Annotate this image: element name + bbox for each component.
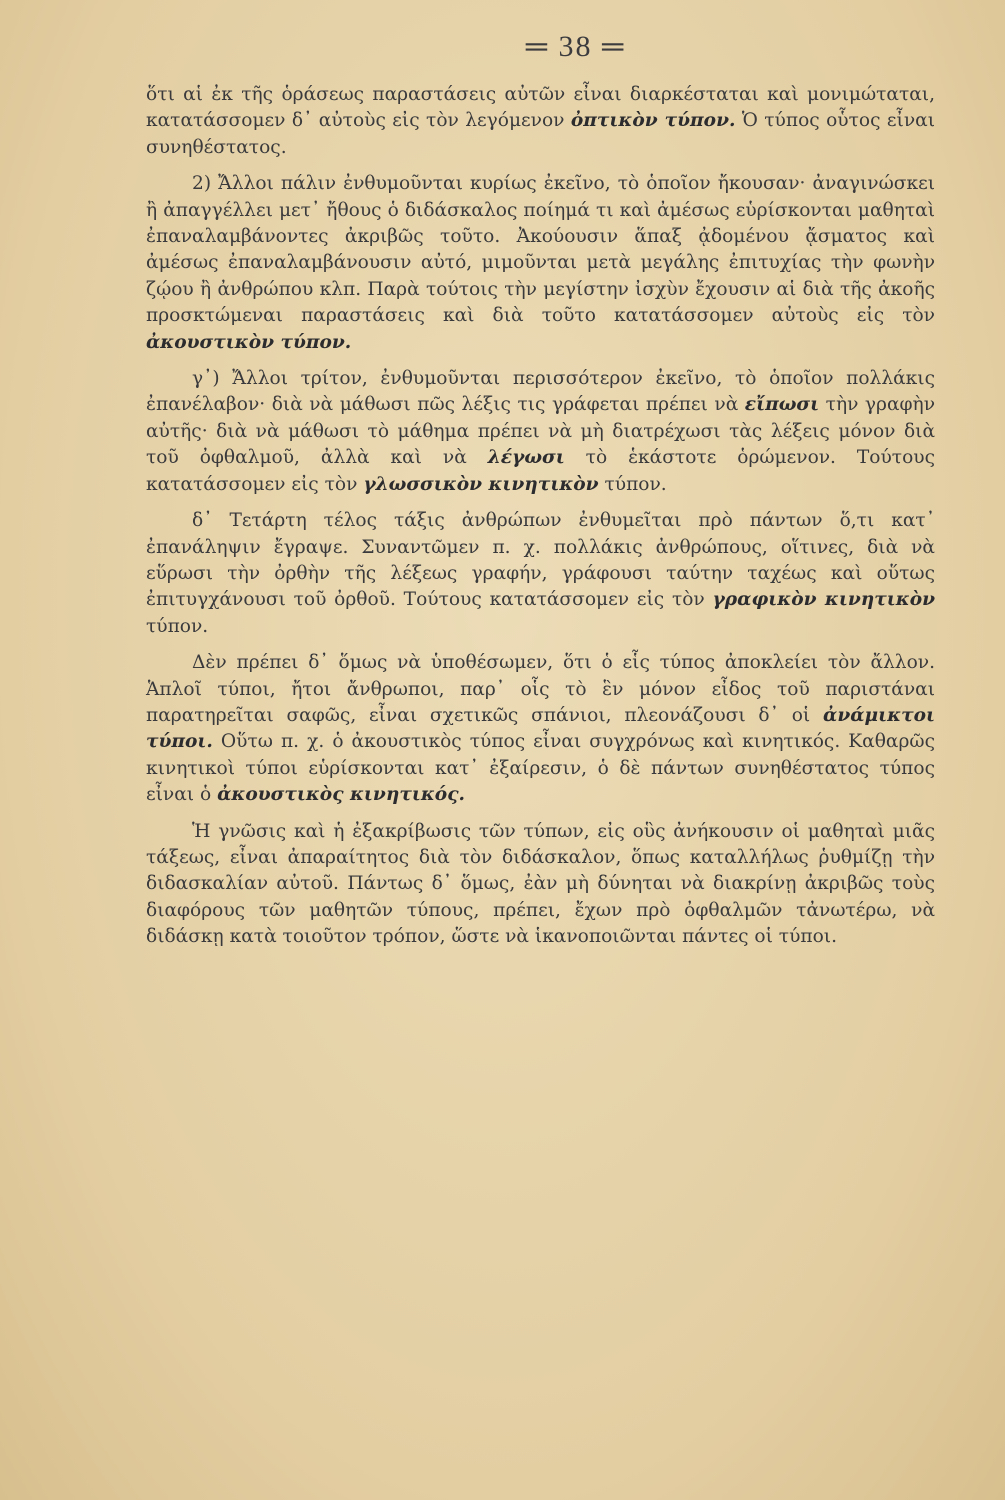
- emphasis-term: γλωσσικὸν κινητικὸν: [363, 473, 599, 495]
- text-run: τὸ ἑκάστοτε ὁρώμενον. Τούτους κατατάσσομεν εἰς τὸν: [146, 447, 936, 495]
- text-run: Οὕτω π. χ. ὁ ἀκουστικὸς τύπος εἶναι συγχρόνως καὶ κινητικός. Καθαρῶς κινητικοὶ τύποι εὑρίσκονται κατ᾽ ἐξαίρεσιν, ὁ δὲ πάντων συνηθέστατος τύπος εἶναι ὁ: [146, 731, 935, 806]
- page-number: ═ 38 ═: [525, 30, 626, 63]
- text-run: τύπον.: [146, 615, 209, 637]
- text-run: δ᾽ Τετάρτη τέλος τάξις ἀνθρώπων ἐνθυμεῖται πρὸ πάντων ὅ,τι κατ᾽ ἐπανάληψιν ἔγραψε. Συναντῶμεν π. χ. πολλάκις ἀνθρώπους, οἵτινες, διὰ νὰ εὕρωσι τὴν ὀρθὴν τῆς λέξεως γραφήν, γράφουσι ταύτην ταχέως καὶ οὕτως ἐπιτυγχάνουσι τοῦ ὀρθοῦ. Τούτους κατατάσσομεν εἰς τὸν: [146, 510, 935, 611]
- text-run: 2) Ἄλλοι πάλιν ἐνθυμοῦνται κυρίως ἐκεῖνο, τὸ ὁποῖον ἤκουσαν· ἀναγινώσκει ἢ ἀπαγγέλλει μετ᾽ ἤθους ὁ διδάσκαλος ποίημά τι καὶ ἀμέσως εὑρίσκονται μαθηταὶ ἐπαναλαμβάνοντες ἀκριβῶς τοῦτο. Ἀκούουσιν ἅπαξ ᾀδομένου ᾄσματος καὶ ἀμέσως ἐπαναλαμβάνουσιν αὐτό, μιμοῦνται μετὰ μεγάλης ἐπιτυχίας τὴν φωνὴν ζῴου ἢ ἀνθρώπου κλπ. Παρὰ τούτοις τὴν μεγίστην ἰσχὺν ἔχουσιν αἱ διὰ τῆς ἀκοῆς προσκτώμεναι παραστάσεις καὶ διὰ τοῦτο κατατάσσομεν αὐτοὺς εἰς τὸν: [146, 173, 935, 327]
- text-run: Ἡ γνῶσις καὶ ἡ ἐξακρίβωσις τῶν τύπων, εἰς οὓς ἀνήκουσιν οἱ μαθηταὶ μιᾶς τάξεως, εἶναι ἀπαραίτητος διὰ τὸν διδάσκαλον, ὅπως καταλλήλως ῥυθμίζῃ τὴν διδασκαλίαν αὐτοῦ. Πάντως δ᾽ ὅμως, ἐὰν μὴ δύνηται νὰ διακρίνῃ ἀκριβῶς τοὺς διαφόρους τῶν μαθητῶν τύπους, πρέπει, ἔχων πρὸ ὀφθαλμῶν τἀνωτέρω, νὰ διδάσκῃ κατὰ τοιοῦτον τρόπον, ὥστε νὰ ἱκανοποιῶνται πάντες οἱ τύποι.: [146, 820, 935, 948]
- paragraph-lingual-motor-type: [146, 366, 935, 498]
- text-run: ὅτι αἱ ἐκ τῆς ὁράσεως παραστάσεις αὐτῶν εἶναι διαρκέσταται καὶ μονιμώταται, κατατάσσομεν δ᾽ αὐτοὺς εἰς τὸν λεγόμενον: [146, 84, 935, 132]
- text-run: Δὲν πρέπει δ᾽ ὅμως νὰ ὑποθέσωμεν, ὅτι ὁ εἷς τύπος ἀποκλείει τὸν ἄλλον. Ἁπλοῖ τύποι, ἤτοι ἄνθρωποι, παρ᾽ οἷς τὸ ἓν μόνον εἶδος τοῦ παριστάναι παρατηρεῖται σαφῶς, εἶναι σχετικῶς σπάνιοι, πλεονάζουσι δ᾽ οἱ: [146, 652, 935, 726]
- emphasis-term: ἀκουστικὸς κινητικός.: [217, 784, 465, 806]
- paragraph-graphic-motor-type: [146, 508, 935, 640]
- paragraph-optical-type: [146, 82, 935, 161]
- paragraph-acoustic-type: [146, 171, 935, 356]
- text-run: τὴν γραφὴν αὐτῆς· διὰ νὰ μάθωσι τὸ μάθημα πρέπει νὰ μὴ διατρέχωσι τὰς λέξεις μόνον διὰ τοῦ ὀφθαλμοῦ, ἀλλὰ καὶ νὰ: [146, 394, 935, 469]
- emphasis-term: γραφικὸν κινητικὸν: [712, 589, 935, 611]
- text-run: τύπον.: [598, 473, 667, 495]
- paragraph-teacher-guidance: [146, 819, 935, 951]
- emphasis-term: εἴπωσι: [744, 394, 820, 416]
- paragraph-mixed-types: [146, 650, 935, 808]
- emphasis-term: λέγωσι: [487, 447, 565, 469]
- text-run: γ᾽) Ἄλλοι τρίτον, ἐνθυμοῦνται περισσότερον ἐκεῖνο, τὸ ὁποῖον πολλάκις ἐπανέλαβον· διὰ νὰ μάθωσι πῶς λέξις τις γράφεται πρέπει νὰ: [146, 368, 935, 416]
- emphasis-term: ἀνάμικτοι τύποι.: [146, 704, 935, 753]
- emphasis-term: ὀπτικὸν τύπον.: [570, 110, 736, 132]
- text-run: Ὁ τύπος οὗτος εἶναι συνηθέστατος.: [146, 110, 935, 158]
- emphasis-term: ἀκουστικὸν τύπον.: [146, 331, 352, 353]
